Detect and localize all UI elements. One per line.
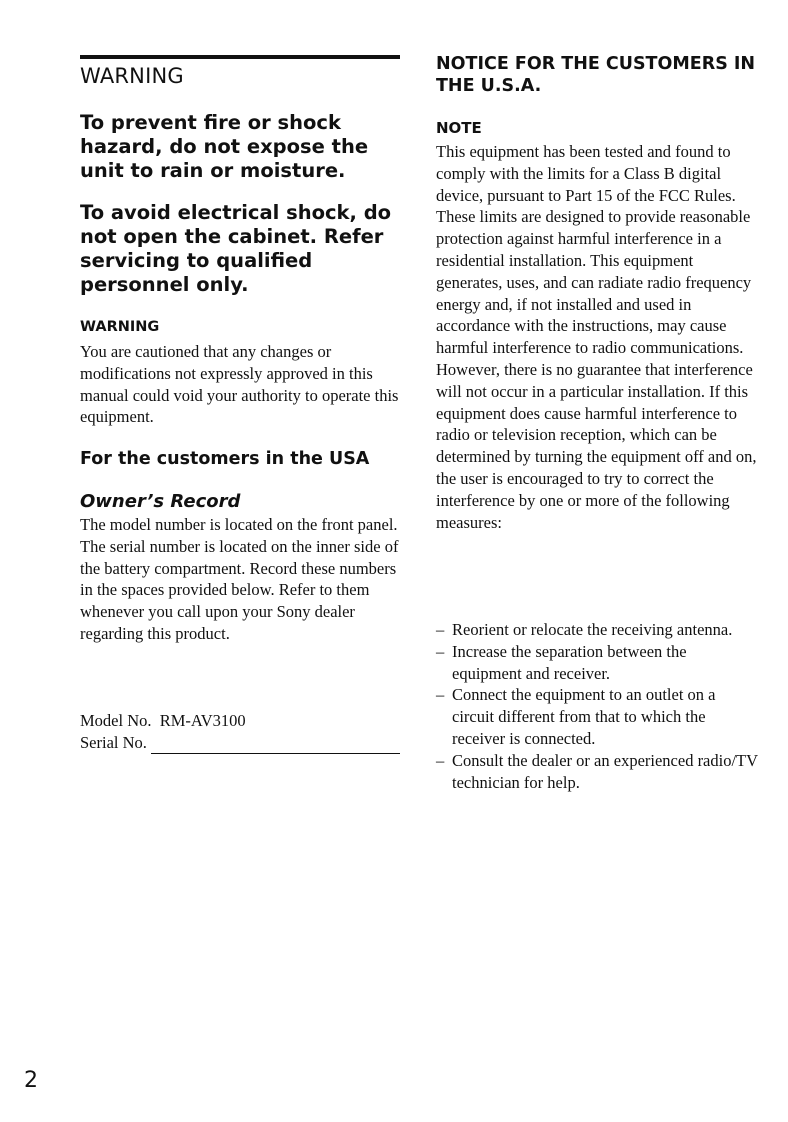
notice-heading: NOTICE FOR THE CUSTOMERS IN THE U.S.A. bbox=[436, 54, 756, 96]
caution-text: You are cautioned that any changes or modifications not expressly approved in this manual could void your authority to operate this equipment. bbox=[80, 342, 399, 427]
note-heading: NOTE bbox=[436, 119, 482, 137]
list-item bbox=[436, 750, 758, 794]
list-item-text: Consult the dealer or an experienced radio/TV technician for help. bbox=[452, 750, 758, 792]
model-number-line bbox=[80, 710, 246, 732]
caution-heading: WARNING bbox=[80, 319, 160, 335]
dash-bullet: – bbox=[436, 620, 445, 639]
list-item-text: Connect the equipment to an outlet on a circuit different from that to which the receiver is connected. bbox=[452, 685, 716, 748]
model-number-value: RM-AV3100 bbox=[159, 711, 246, 730]
owners-record-heading: Owner’s Record bbox=[80, 491, 241, 512]
shock-warning: To avoid electrical shock, do not open the cabinet. Refer servicing to qualified personnel only. bbox=[80, 201, 392, 296]
usa-heading: For the customers in the USA bbox=[80, 449, 370, 469]
list-item bbox=[436, 641, 758, 685]
measures-list bbox=[436, 619, 758, 793]
owners-record-text: The model number is located on the front panel. The serial number is located on the inner side of the battery compartment. Record these numbers in the spaces provided below. Refer to them whenever you call upon your Sony dealer regarding this product. bbox=[80, 515, 399, 643]
serial-number-blank bbox=[151, 737, 400, 754]
fire-warning: To prevent fire or shock hazard, do not expose the unit to rain or moisture. bbox=[80, 111, 369, 182]
serial-number-line bbox=[80, 732, 400, 754]
model-number-label: Model No. bbox=[80, 711, 152, 730]
warning-rule bbox=[80, 55, 400, 59]
list-item bbox=[436, 619, 758, 641]
serial-number-label: Serial No. bbox=[80, 733, 147, 752]
list-item-text: Reorient or relocate the receiving antenna. bbox=[452, 620, 733, 639]
dash-bullet: – bbox=[436, 685, 445, 705]
dash-bullet: – bbox=[436, 750, 445, 770]
note-text: This equipment has been tested and found to comply with the limits for a Class B digital device, pursuant to Part 15 of the FCC Rules. These limits are designed to provide reasonable protection against harmful interference in a residential installation. This equipment generates, uses, and can radiate radio frequency energy and, if not installed and used in accordance with the instructions, may cause harmful interference to radio communications. However, there is no guarantee that interference will not occur in a particular installation. If this equipment does cause harmful interference to radio or television reception, which can be determined by turning the equipment off and on, the user is encouraged to try to correct the interference by one or more of the following measures: bbox=[436, 142, 757, 532]
page-number: 2 bbox=[24, 1068, 38, 1093]
list-item bbox=[436, 684, 758, 749]
warning-title: WARNING bbox=[80, 64, 184, 88]
list-item-text: Increase the separation between the equipment and receiver. bbox=[452, 641, 687, 683]
dash-bullet: – bbox=[436, 641, 445, 661]
